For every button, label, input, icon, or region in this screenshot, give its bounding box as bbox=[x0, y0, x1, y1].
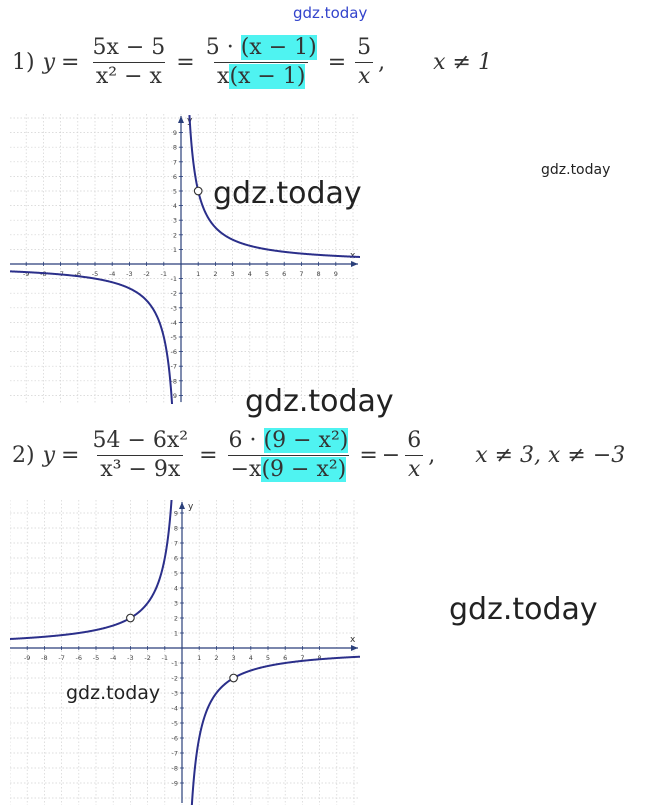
problem2-condition: x ≠ 3, x ≠ −3 bbox=[475, 443, 626, 468]
highlighted-factor: (9 − x²) bbox=[263, 428, 349, 453]
highlighted-factor: (x − 1) bbox=[229, 64, 306, 89]
watermark-right-small: gdz.today bbox=[541, 162, 611, 178]
x-tick-label: 3 bbox=[231, 654, 236, 662]
excluded-point bbox=[230, 674, 238, 682]
watermark-graph1: gdz.today bbox=[213, 176, 362, 211]
x-tick-label: -8 bbox=[40, 270, 47, 278]
x-tick-label: -6 bbox=[75, 654, 83, 662]
y-tick-label: 5 bbox=[172, 187, 177, 196]
problem1-y: y bbox=[42, 50, 56, 75]
problem2-formula bbox=[12, 427, 625, 484]
fraction-denominator: x² − x bbox=[93, 62, 165, 91]
x-tick-label: 8 bbox=[316, 270, 321, 278]
x-tick-label: -4 bbox=[108, 270, 116, 278]
y-tick-label: -3 bbox=[170, 304, 177, 313]
y-tick-label: -4 bbox=[171, 704, 178, 713]
y-tick-label: 8 bbox=[172, 143, 177, 152]
minus-sign: − bbox=[381, 443, 401, 468]
excluded-point bbox=[194, 187, 202, 195]
fraction-numerator bbox=[226, 427, 352, 455]
x-tick-label: -3 bbox=[126, 270, 133, 278]
y-tick-label: 6 bbox=[172, 172, 177, 181]
x-tick-label: -9 bbox=[23, 654, 31, 662]
equals-sign: = bbox=[61, 443, 80, 468]
x-tick-label: 6 bbox=[283, 654, 288, 662]
x-tick-label: 4 bbox=[248, 654, 253, 662]
watermark-middle: gdz.today bbox=[245, 384, 394, 419]
y-axis-label: y bbox=[187, 116, 193, 126]
y-tick-label: 6 bbox=[173, 554, 178, 563]
y-tick-label: 9 bbox=[173, 509, 178, 518]
x-tick-label: -8 bbox=[41, 654, 48, 662]
y-tick-label: 5 bbox=[173, 569, 178, 578]
x-tick-label: 5 bbox=[264, 270, 270, 278]
y-tick-label: -2 bbox=[171, 674, 178, 683]
x-tick-label: -5 bbox=[91, 270, 99, 278]
fraction-numerator bbox=[203, 34, 320, 62]
x-tick-label: -2 bbox=[143, 270, 150, 278]
x-tick-label: 3 bbox=[230, 270, 235, 278]
y-tick-label: 3 bbox=[172, 216, 177, 225]
x-tick-label: -3 bbox=[127, 654, 134, 662]
denominator-factor: −x bbox=[230, 457, 262, 482]
y-tick-label: -6 bbox=[170, 348, 177, 357]
fraction-numerator: 5x − 5 bbox=[92, 35, 166, 60]
highlighted-factor: (9 − x²) bbox=[261, 457, 347, 482]
grid bbox=[10, 114, 360, 404]
x-tick-label: -7 bbox=[58, 654, 65, 662]
y-tick-label: -2 bbox=[170, 289, 177, 298]
fraction-numerator: 5 bbox=[357, 35, 372, 60]
grid bbox=[10, 500, 360, 805]
y-tick-label: 9 bbox=[172, 129, 177, 138]
y-tick-label: 7 bbox=[173, 539, 178, 548]
y-tick-label: 8 bbox=[173, 524, 178, 533]
x-tick-label: -4 bbox=[109, 654, 117, 662]
y-tick-label: 2 bbox=[173, 614, 178, 623]
fraction-denominator: x bbox=[405, 455, 423, 484]
problem2-fraction-2 bbox=[226, 427, 352, 484]
y-tick-label: -8 bbox=[171, 764, 178, 773]
problem1-fraction-2 bbox=[203, 34, 320, 91]
fraction-numerator: 6 bbox=[407, 428, 422, 453]
x-tick-label: 6 bbox=[282, 270, 287, 278]
x-tick-label: 5 bbox=[265, 654, 271, 662]
x-tick-label: -7 bbox=[57, 270, 64, 278]
y-tick-label: -9 bbox=[170, 391, 177, 400]
y-tick-label: 7 bbox=[172, 158, 177, 167]
fraction-numerator: 54 − 6x² bbox=[92, 428, 189, 453]
y-axis-arrow bbox=[179, 502, 185, 509]
y-tick-label: -4 bbox=[170, 318, 177, 327]
excluded-point bbox=[127, 614, 135, 622]
y-tick-label: -7 bbox=[170, 362, 177, 371]
problem1-formula bbox=[12, 34, 492, 91]
x-tick-label: 8 bbox=[317, 654, 322, 662]
x-tick-label: 7 bbox=[300, 654, 305, 662]
x-axis-arrow bbox=[351, 261, 358, 267]
equals-sign: = bbox=[359, 443, 378, 468]
y-tick-label: -6 bbox=[171, 734, 178, 743]
problem2-label: 2) bbox=[12, 443, 35, 468]
fraction-denominator: x bbox=[355, 62, 373, 91]
highlighted-factor: (x − 1) bbox=[240, 35, 317, 60]
fraction-denominator: x³ − 9x bbox=[97, 455, 183, 484]
x-tick-label: -6 bbox=[74, 270, 82, 278]
watermark-right-large: gdz.today bbox=[449, 592, 598, 627]
x-tick-label: 1 bbox=[197, 654, 202, 662]
y-axis-arrow bbox=[178, 116, 184, 123]
curve-branch-1 bbox=[10, 271, 172, 404]
x-tick-label: -1 bbox=[160, 270, 168, 278]
y-tick-label: -7 bbox=[171, 749, 178, 758]
y-tick-label: 4 bbox=[173, 584, 178, 593]
x-tick-label: 7 bbox=[299, 270, 304, 278]
x-tick-label: -1 bbox=[161, 654, 169, 662]
x-tick-label: 2 bbox=[214, 654, 219, 662]
y-tick-label: -5 bbox=[171, 719, 178, 728]
x-axis-label: x bbox=[350, 251, 356, 261]
comma: , bbox=[428, 443, 436, 468]
numerator-factor: 6 · bbox=[228, 428, 264, 453]
y-tick-label: 2 bbox=[172, 231, 177, 240]
problem1-label: 1) bbox=[12, 50, 35, 75]
problem1-fraction-3 bbox=[354, 34, 374, 91]
y-tick-label: -8 bbox=[170, 377, 177, 386]
problem2-y: y bbox=[42, 443, 56, 468]
y-tick-label: -1 bbox=[171, 659, 178, 668]
x-axis-label: x bbox=[350, 635, 356, 645]
x-tick-label: -2 bbox=[144, 654, 151, 662]
x-tick-label: 2 bbox=[213, 270, 218, 278]
problem1-fraction-1 bbox=[89, 34, 168, 91]
comma: , bbox=[378, 50, 386, 75]
fraction-denominator bbox=[214, 62, 308, 91]
y-tick-label: 4 bbox=[172, 202, 177, 211]
watermark-graph2: gdz.today bbox=[66, 682, 161, 704]
fraction-denominator bbox=[228, 455, 350, 484]
denominator-factor: x bbox=[217, 64, 230, 89]
x-tick-label: -9 bbox=[22, 270, 30, 278]
x-tick-label: 4 bbox=[247, 270, 252, 278]
x-tick-label: -5 bbox=[92, 654, 100, 662]
x-tick-label: 9 bbox=[333, 270, 338, 278]
equals-sign: = bbox=[327, 50, 347, 75]
problem2-fraction-1 bbox=[89, 427, 191, 484]
y-tick-label: -1 bbox=[170, 275, 177, 284]
equals-sign: = bbox=[199, 443, 218, 468]
x-tick-label: 1 bbox=[196, 270, 201, 278]
x-axis-arrow bbox=[351, 645, 358, 651]
equals-sign: = bbox=[61, 50, 80, 75]
y-tick-label: 1 bbox=[172, 245, 177, 254]
problem2-fraction-3 bbox=[404, 427, 424, 484]
y-tick-label: -5 bbox=[170, 333, 177, 342]
problem2-graph bbox=[10, 500, 360, 805]
y-tick-label: 3 bbox=[173, 599, 178, 608]
top-watermark: gdz.today bbox=[293, 4, 368, 22]
y-tick-label: -3 bbox=[171, 689, 178, 698]
y-axis-label: y bbox=[188, 502, 194, 512]
equals-sign: = bbox=[176, 50, 195, 75]
y-tick-label: 1 bbox=[173, 629, 178, 638]
numerator-factor: 5 · bbox=[205, 35, 241, 60]
problem1-graph bbox=[10, 114, 360, 404]
problem1-condition: x ≠ 1 bbox=[433, 50, 492, 75]
y-tick-label: -9 bbox=[171, 779, 178, 788]
